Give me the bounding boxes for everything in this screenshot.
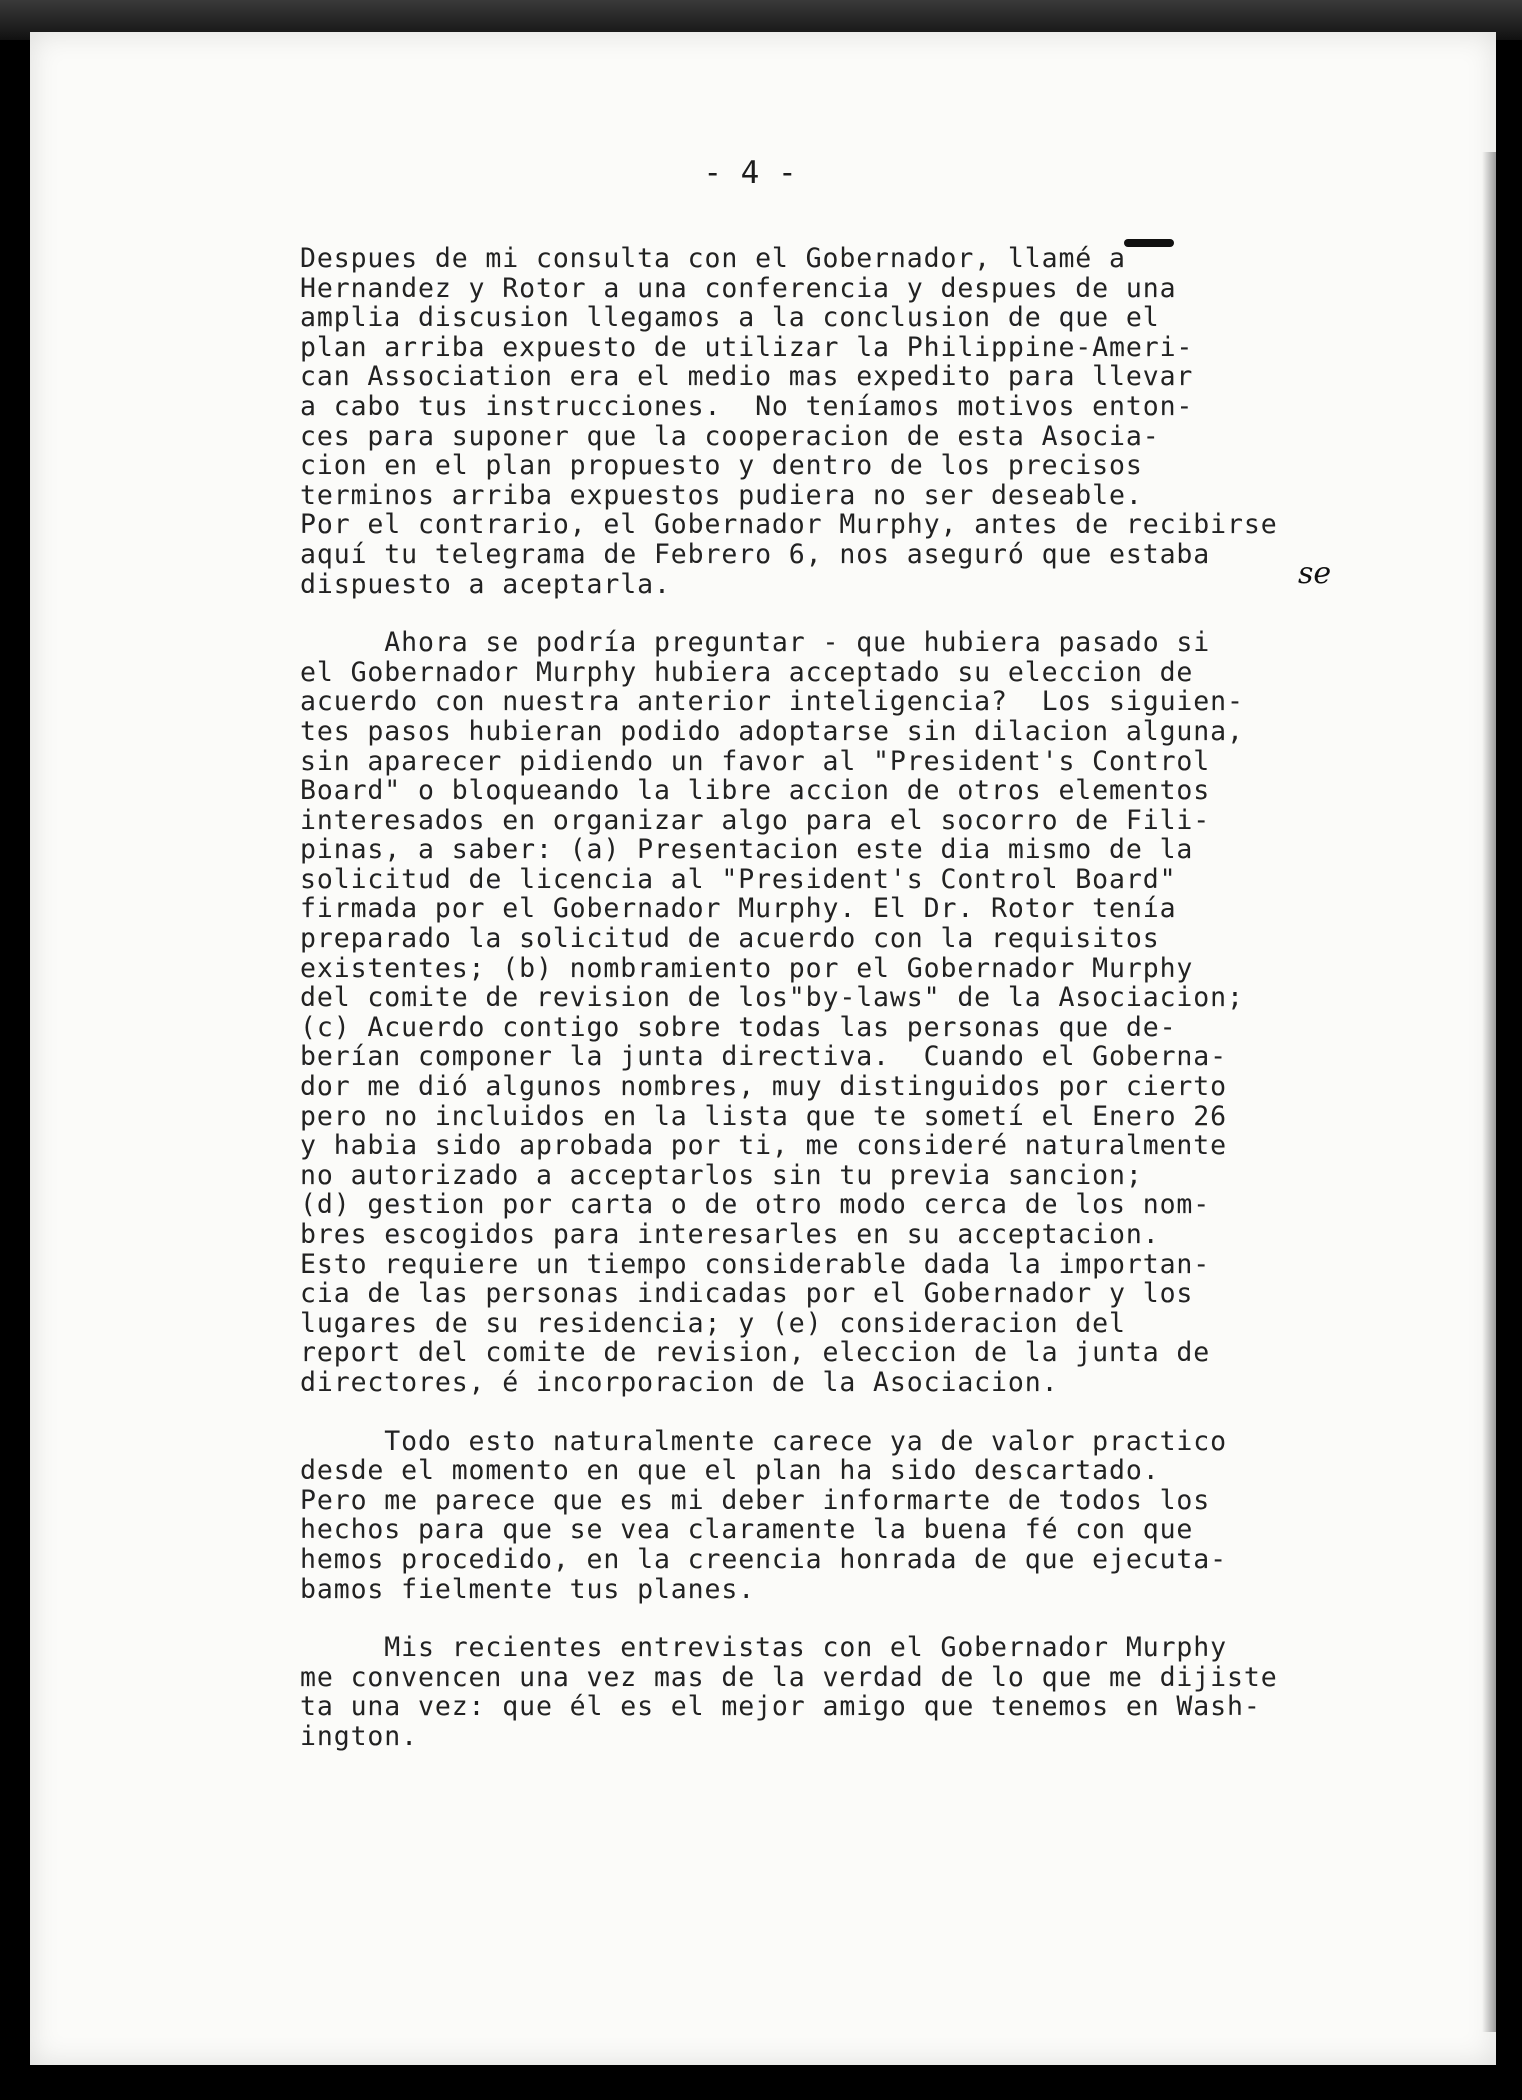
letter-body <box>300 244 1380 1752</box>
text-line: y habia sido aprobada por ti, me consideré naturalmente <box>300 1130 1227 1162</box>
text-line: Todo esto naturalmente carece ya de valor practico <box>300 1425 1227 1457</box>
text-line: bamos fielmente tus planes. <box>300 1573 756 1605</box>
text-line: desde el momento en que el plan ha sido descartado. <box>300 1455 1160 1487</box>
text-line: aquí tu telegrama de Febrero 6, nos aseguró que estaba <box>300 538 1211 570</box>
text-line: existentes; (b) nombramiento por el Gobernador Murphy <box>300 952 1194 984</box>
text-line: firmada por el Gobernador Murphy. El Dr. Rotor tenía <box>300 893 1177 925</box>
text-line: no autorizado a acceptarlos sin tu previa sancion; <box>300 1159 1143 1191</box>
text-line: solicitud de licencia al "President's Control Board" <box>300 863 1177 895</box>
text-line: pinas, a saber: (a) Presentacion este dia mismo de la <box>300 834 1194 866</box>
text-line: Board" o bloqueando la libre accion de otros elementos <box>300 775 1211 807</box>
text-line: tes pasos hubieran podido adoptarse sin dilacion alguna, <box>300 715 1244 747</box>
text-line: report del comite de revision, eleccion de la junta de <box>300 1337 1211 1369</box>
text-line: Pero me parece que es mi deber informarte de todos los <box>300 1484 1211 1516</box>
handwritten-annotation-se: se <box>1298 556 1332 591</box>
text-line: cia de las personas indicadas por el Gobernador y los <box>300 1278 1194 1310</box>
paragraph-murphy-friend <box>300 1633 1380 1751</box>
text-line: Mis recientes entrevistas con el Gobernador Murphy <box>300 1632 1227 1664</box>
text-line: pero no incluidos en la lista que te sometí el Enero 26 <box>300 1100 1227 1132</box>
text-line: Ahora se podría preguntar - que hubiera pasado si <box>300 627 1211 659</box>
page-edge-shadow <box>1482 152 1496 2032</box>
text-line: dispuesto a aceptarla. <box>300 568 671 600</box>
text-line: lugares de su residencia; y (e) consideracion del <box>300 1307 1126 1339</box>
text-line: acuerdo con nuestra anterior inteligencia? Los siguien- <box>300 686 1244 718</box>
text-line: Esto requiere un tiempo considerable dada la importan- <box>300 1248 1211 1280</box>
paragraph-consultation <box>300 244 1380 599</box>
text-line: preparado la solicitud de acuerdo con la requisitos <box>300 923 1160 955</box>
text-line: terminos arriba expuestos pudiera no ser deseable. <box>300 479 1143 511</box>
text-line: ces para suponer que la cooperacion de esta Asocia- <box>300 420 1160 452</box>
text-line: ington. <box>300 1720 418 1752</box>
text-line: (d) gestion por carta o de otro modo cerca de los nom- <box>300 1189 1211 1221</box>
text-line: bres escogidos para interesarles en su acceptacion. <box>300 1219 1160 1250</box>
text-line: dor me dió algunos nombres, muy distinguidos por cierto <box>300 1071 1227 1103</box>
text-line: ta una vez: que él es el mejor amigo que tenemos en Wash- <box>300 1691 1261 1723</box>
paragraph-good-faith <box>300 1427 1380 1605</box>
text-line: Hernandez y Rotor a una conferencia y despues de una <box>300 272 1177 304</box>
text-line: me convencen una vez mas de la verdad de lo que me dijiste <box>300 1661 1278 1693</box>
text-line: Despues de mi consulta con el Gobernador, llamé a <box>300 243 1126 274</box>
text-line: plan arriba expuesto de utilizar la Philippine-Ameri- <box>300 331 1194 363</box>
text-line: sin aparecer pidiendo un favor al "President's Control <box>300 745 1211 777</box>
text-line: directores, é incorporacion de la Asociacion. <box>300 1366 1059 1398</box>
text-line: del comite de revision de los"by-laws" de la Asociacion; <box>300 982 1244 1014</box>
text-line: cion en el plan propuesto y dentro de los precisos <box>300 450 1143 482</box>
text-line: el Gobernador Murphy hubiera acceptado su eleccion de <box>300 656 1194 688</box>
text-line: interesados en organizar algo para el socorro de Fili- <box>300 804 1211 836</box>
text-line: (c) Acuerdo contigo sobre todas las personas que de- <box>300 1011 1177 1043</box>
paragraph-hypothetical-steps <box>300 628 1380 1397</box>
text-line: Por el contrario, el Gobernador Murphy, antes de recibirse <box>300 509 1278 541</box>
text-line: a cabo tus instrucciones. No teníamos motivos enton- <box>300 390 1194 422</box>
text-line: amplia discusion llegamos a la conclusion de que el <box>300 302 1160 334</box>
text-line: can Association era el medio mas expedito para llevar <box>300 361 1194 393</box>
text-line: hemos procedido, en la creencia honrada de que ejecuta- <box>300 1543 1227 1575</box>
text-line: berían componer la junta directiva. Cuando el Goberna- <box>300 1041 1227 1073</box>
page-number: - 4 - <box>703 155 797 191</box>
text-line: hechos para que se vea claramente la buena fé con que <box>300 1514 1194 1546</box>
